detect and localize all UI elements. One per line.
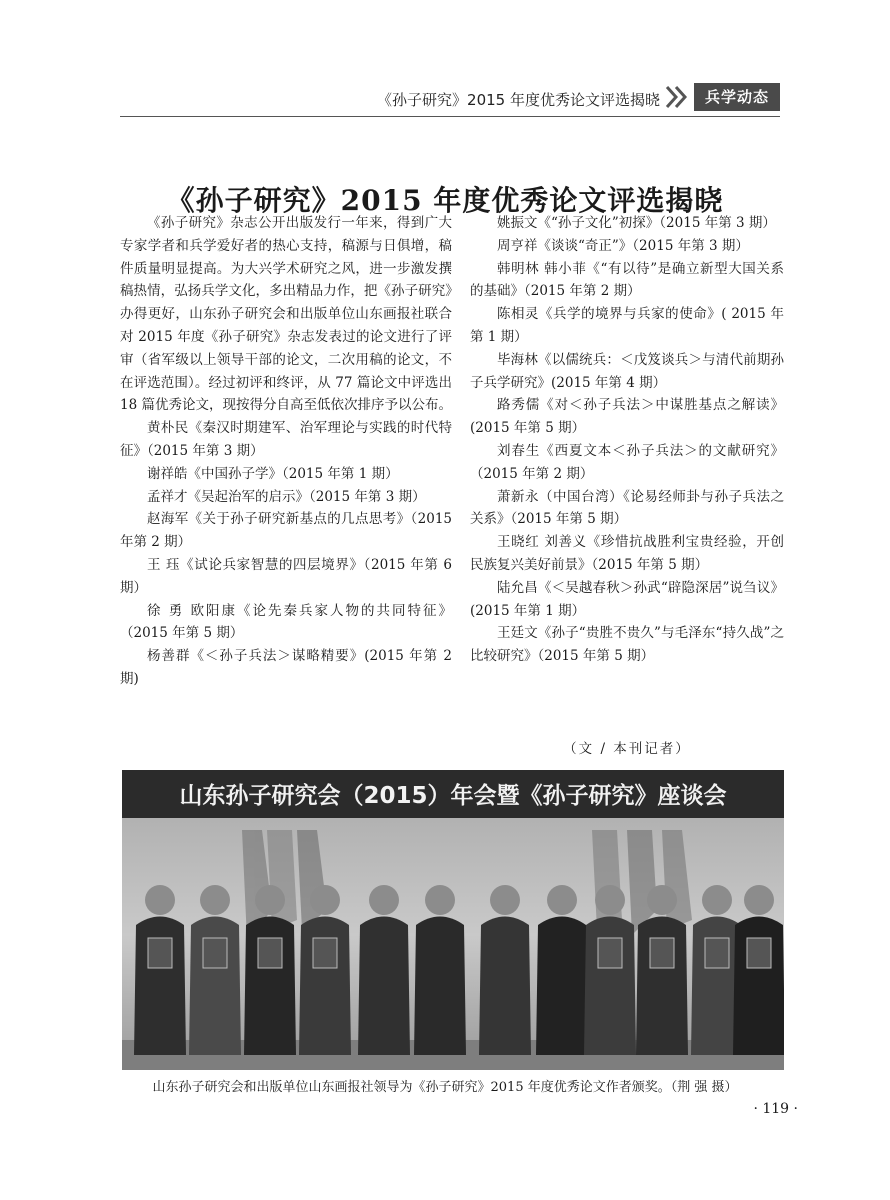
award-entry: 萧新永（中国台湾）《论易经师卦与孙子兵法之关系》（2015 年第 5 期） xyxy=(470,488,784,528)
header-rule xyxy=(120,116,780,117)
award-ceremony-photo xyxy=(122,770,784,1070)
photo-caption: 山东孙子研究会和出版单位山东画报社领导为《孙子研究》2015 年度优秀论文作者颁奖。（荆 强 摄） xyxy=(152,1080,738,1095)
award-entry: 韩明林 韩小菲《“有以待”是确立新型大国关系的基础》（2015 年第 2 期） xyxy=(470,260,784,300)
award-entry: 陆允昌《＜吴越春秋＞孙武“辟隐深居”说刍议》(2015 年第 1 期） xyxy=(470,579,784,619)
intro-paragraph: 《孙子研究》杂志公开出版发行一年来，得到广大专家学者和兵学爱好者的热心支持，稿源与日俱增，稿件质量明显提高。为大兴学术研究之风，进一步激发撰稿热情，弘扬兵学文化，多出精品力作，把《孙子研究》办得更好，山东孙子研究会和出版单位山东画报社联合对 2015 年度《孙子研究》杂志发表过的论文进行了评审（省军级以上领导干部的论文，二次用稿的论文，不在评选范围）。经过初评和终评，从 77 篇论文中评选出 18 篇优秀论文，现按得分自高至低依次排序予以公布。 xyxy=(120,215,452,414)
award-entry: 黄朴民《秦汉时期建军、治军理论与实践的时代特征》（2015 年第 3 期） xyxy=(120,420,452,459)
award-entry: 孟祥才《吴起治军的启示》（2015 年第 3 期） xyxy=(147,488,426,505)
award-entry: 赵海军《关于孙子研究新基点的几点思考》（2015 年第 2 期） xyxy=(120,511,452,551)
award-entry: 陈相灵《兵学的境界与兵家的使命》( 2015 年第 1 期） xyxy=(470,306,784,345)
award-entry: 刘春生《西夏文本＜孙子兵法＞的文献研究》（2015 年第 2 期） xyxy=(470,442,784,482)
right-column xyxy=(470,212,784,668)
award-entry: 姚振文《“孙子文化”初探》（2015 年第 3 期） xyxy=(497,215,776,231)
award-entry: 徐 勇 欧阳康《论先秦兵家人物的共同特征》（2015 年第 5 期） xyxy=(120,602,452,642)
byline: （文 / 本刊记者） xyxy=(563,741,691,757)
article-title: 《孙子研究》2015 年度优秀论文评选揭晓 xyxy=(166,183,724,217)
award-entry: 王 珏《试论兵家智慧的四层境界》（2015 年第 6 期） xyxy=(120,556,452,596)
photo-banner-text: 山东孙子研究会（2015）年会暨《孙子研究》座谈会 xyxy=(179,783,727,809)
page-number: · 119 · xyxy=(753,1101,798,1117)
award-entry: 王晓红 刘善义《珍惜抗战胜利宝贵经验，开创民族复兴美好前景》（2015 年第 5 期） xyxy=(470,534,784,573)
award-entry: 毕海林《以儒统兵：＜戊笈谈兵＞与清代前期孙子兵学研究》(2015 年第 4 期） xyxy=(470,351,784,391)
award-entry: 周亨祥《谈谈“奇正”》（2015 年第 3 期） xyxy=(497,237,749,254)
left-column xyxy=(120,212,452,691)
running-title: 《孙子研究》2015 年度优秀论文评选揭晓 xyxy=(377,91,660,109)
award-entry: 杨善群《＜孙子兵法＞谋略精要》(2015 年第 2 期) xyxy=(120,648,452,687)
award-entry: 谢祥皓《中国孙子学》（2015 年第 1 期） xyxy=(147,465,399,482)
award-entry: 王廷文《孙子“贵胜不贵久”与毛泽东“持久战”之比较研究》（2015 年第 5 期） xyxy=(470,625,784,665)
award-entry: 路秀儒《对＜孙子兵法＞中谋胜基点之解读》(2015 年第 5 期） xyxy=(470,397,784,437)
section-tag: 兵学动态 xyxy=(694,83,780,111)
double-chevron-icon xyxy=(664,84,690,110)
running-header xyxy=(120,80,780,116)
